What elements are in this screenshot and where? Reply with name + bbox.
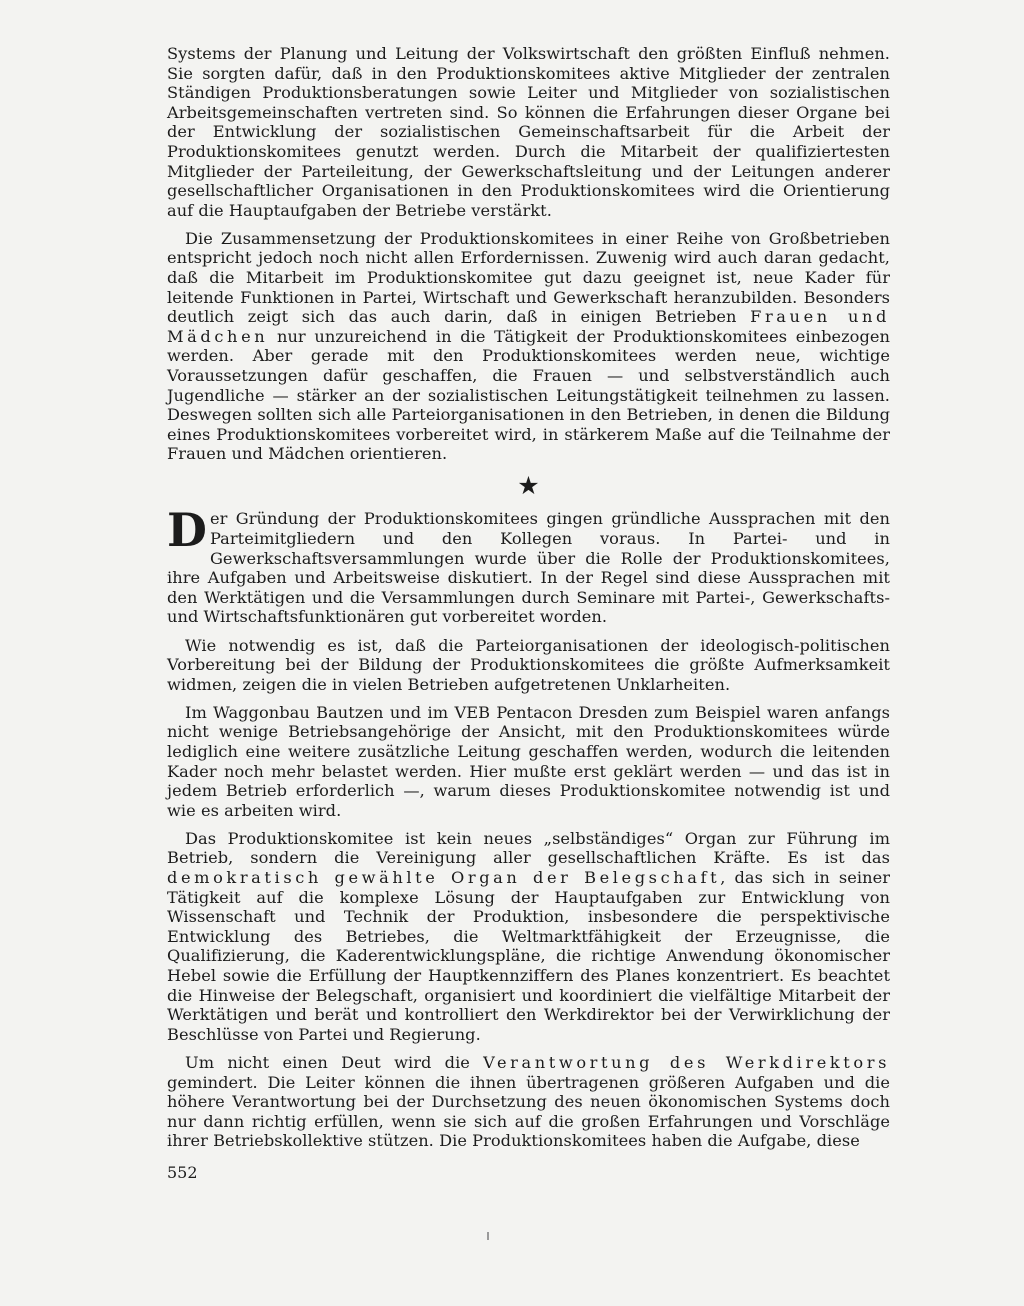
paragraph-1-text: Systems der Planung und Leitung der Volkswirtschaft den größten Einfluß nehmen. Sie sorgten dafür, daß in den Produktionskomitees aktive Mitglieder der zentralen Ständigen Produktionsberatungen sowie Leiter und Mitglieder von sozialistischen Arbeitsgemeinschaften vertreten sind. So können die Erfahrungen dieser Organe bei der Entwicklung der sozialistischen Gemeinschaftsarbeit für die Arbeit der Produktionskomitees genutzt werden. Durch die Mitarbeit der qualifiziertesten Mitglieder der Parteileitung, der Gewerkschaftsleitung und der Leitungen anderer gesellschaftlicher Organisationen in den Produktionskomitees wird die Orientierung auf die Hauptaufgaben der Betriebe verstärkt. — [167, 44, 890, 220]
paragraph-5 — [167, 703, 890, 821]
paragraph-6-text-b: , das sich in seiner Tätigkeit auf die komplexe Lösung der Hauptaufgaben zur Entwicklung von Wissenschaft und Technik der Produktion, insbesondere die perspektivische Entwicklung des Betriebes, die Weltmarktfähigkeit der Erzeugnisse, die Qualifizierung, die Kaderentwicklungspläne, die richtige Anwendung ökonomischer Hebel sowie die Erfüllung der Hauptkennziffern des Planes konzentriert. Es beachtet die Hinweise der Belegschaft, organisiert und koordiniert die vielfältige Mitarbeit der Werktätigen und berät und kontrolliert den Werkdirektor bei der Verwirklichung der Beschlüsse von Partei und Regierung. — [167, 868, 890, 1044]
paragraph-1 — [167, 44, 890, 220]
paragraph-3 — [167, 503, 890, 627]
star-icon: ★ — [517, 471, 540, 501]
paragraph-5-text: Im Waggonbau Bautzen und im VEB Pentacon Dresden zum Beispiel waren anfangs nicht wenige Betriebsangehörige der Ansicht, mit den Produktionskomitees würde lediglich eine weitere zusätzliche Leitung geschaffen werden, wodurch die leitenden Kader noch mehr belastet werden. Hier mußte erst geklärt werden — und das ist in jedem Betrieb erforderlich —, warum dieses Produktionskomitee notwendig ist und wie es arbeiten wird. — [167, 702, 890, 820]
paragraph-7-text-b: gemindert. Die Leiter können die ihnen übertragenen größeren Aufgaben und die höhere Verantwortung bei der Durchsetzung des neuen ökonomischen Systems doch nur dann richtig erfüllen, wenn sie sich auf die großen Erfahrungen und Vorschläge ihrer Betriebskollektive stützen. Die Produktionskomitees haben die Aufgabe, diese — [167, 1072, 890, 1151]
paragraph-6 — [167, 829, 890, 1045]
drop-cap-letter: D — [167, 503, 207, 558]
page-body — [167, 44, 890, 1159]
paragraph-2-text-b: nur unzureichend in die Tätigkeit der Produktionskomitees einbezogen werden. Aber gerade mit den Produktionskomitees werden neue, wichtige Voraussetzungen dafür geschaffen, die Frauen — und selbstverständlich auch Jugendliche — stärker an der sozialistischen Leitungstätigkeit teilnehmen zu lassen. Deswegen sollten sich alle Parteiorganisationen in den Betrieben, in denen die Bildung eines Produktionskomitees vorbereitet wird, in stärkerem Maße auf die Teilnahme der Frauen und Mädchen orientieren. — [167, 326, 890, 464]
paragraph-7-emphasis: Verantwortung des Werkdirektors — [483, 1052, 890, 1072]
paragraph-4-text: Wie notwendig es ist, daß die Parteiorganisationen der ideologisch-politischen Vorbereitung bei der Bildung der Produktionskomitees die größte Aufmerksamkeit widmen, zeigen die in vielen Betrieben aufgetretenen Unklarheiten. — [167, 635, 890, 694]
paragraph-6-text-a: Das Produktionskomitee ist kein neues „selbständiges“ Organ zur Führung im Betrieb, sondern die Vereinigung aller gesellschaftlichen Kräfte. Es ist das — [167, 828, 890, 868]
paragraph-2-emphasis: Frauen und Mädchen — [167, 307, 890, 346]
page-number: 552 — [167, 1163, 198, 1182]
paragraph-4 — [167, 636, 890, 695]
scan-artifact-mark — [487, 1232, 489, 1240]
paragraph-6-emphasis: demokratisch gewählte Organ der Belegschaft — [167, 868, 721, 888]
paragraph-2-text-a: Die Zusammensetzung der Produktionskomitees in einer Reihe von Großbetrieben entspricht jedoch noch nicht allen Erfordernissen. Zuwenig wird auch daran gedacht, daß die Mitarbeit im Produktionskomitee gut dazu geeignet ist, neue Kader für leitende Funktionen in Partei, Wirtschaft und Gewerkschaft heranzubilden. Besonders deutlich zeigt sich das auch darin, daß in einigen Betrieben — [167, 228, 890, 327]
paragraph-7-text-a: Um nicht einen Deut wird die — [185, 1052, 484, 1072]
paragraph-7 — [167, 1053, 890, 1151]
paragraph-2 — [167, 229, 890, 464]
paragraph-3-text: er Gründung der Produktionskomitees gingen gründliche Aussprachen mit den Parteimitgliedern und den Kollegen voraus. In Partei- und in Gewerkschaftsversammlungen wurde über die Rolle der Produktionskomitees, ihre Aufgaben und Arbeitsweise diskutiert. In der Regel sind diese Aussprachen mit den Werktätigen und die Versammlungen durch Seminare mit Partei-, Gewerkschafts- und Wirtschaftsfunktionären gut vorbereitet worden. — [167, 509, 890, 627]
section-star-divider — [167, 472, 890, 500]
